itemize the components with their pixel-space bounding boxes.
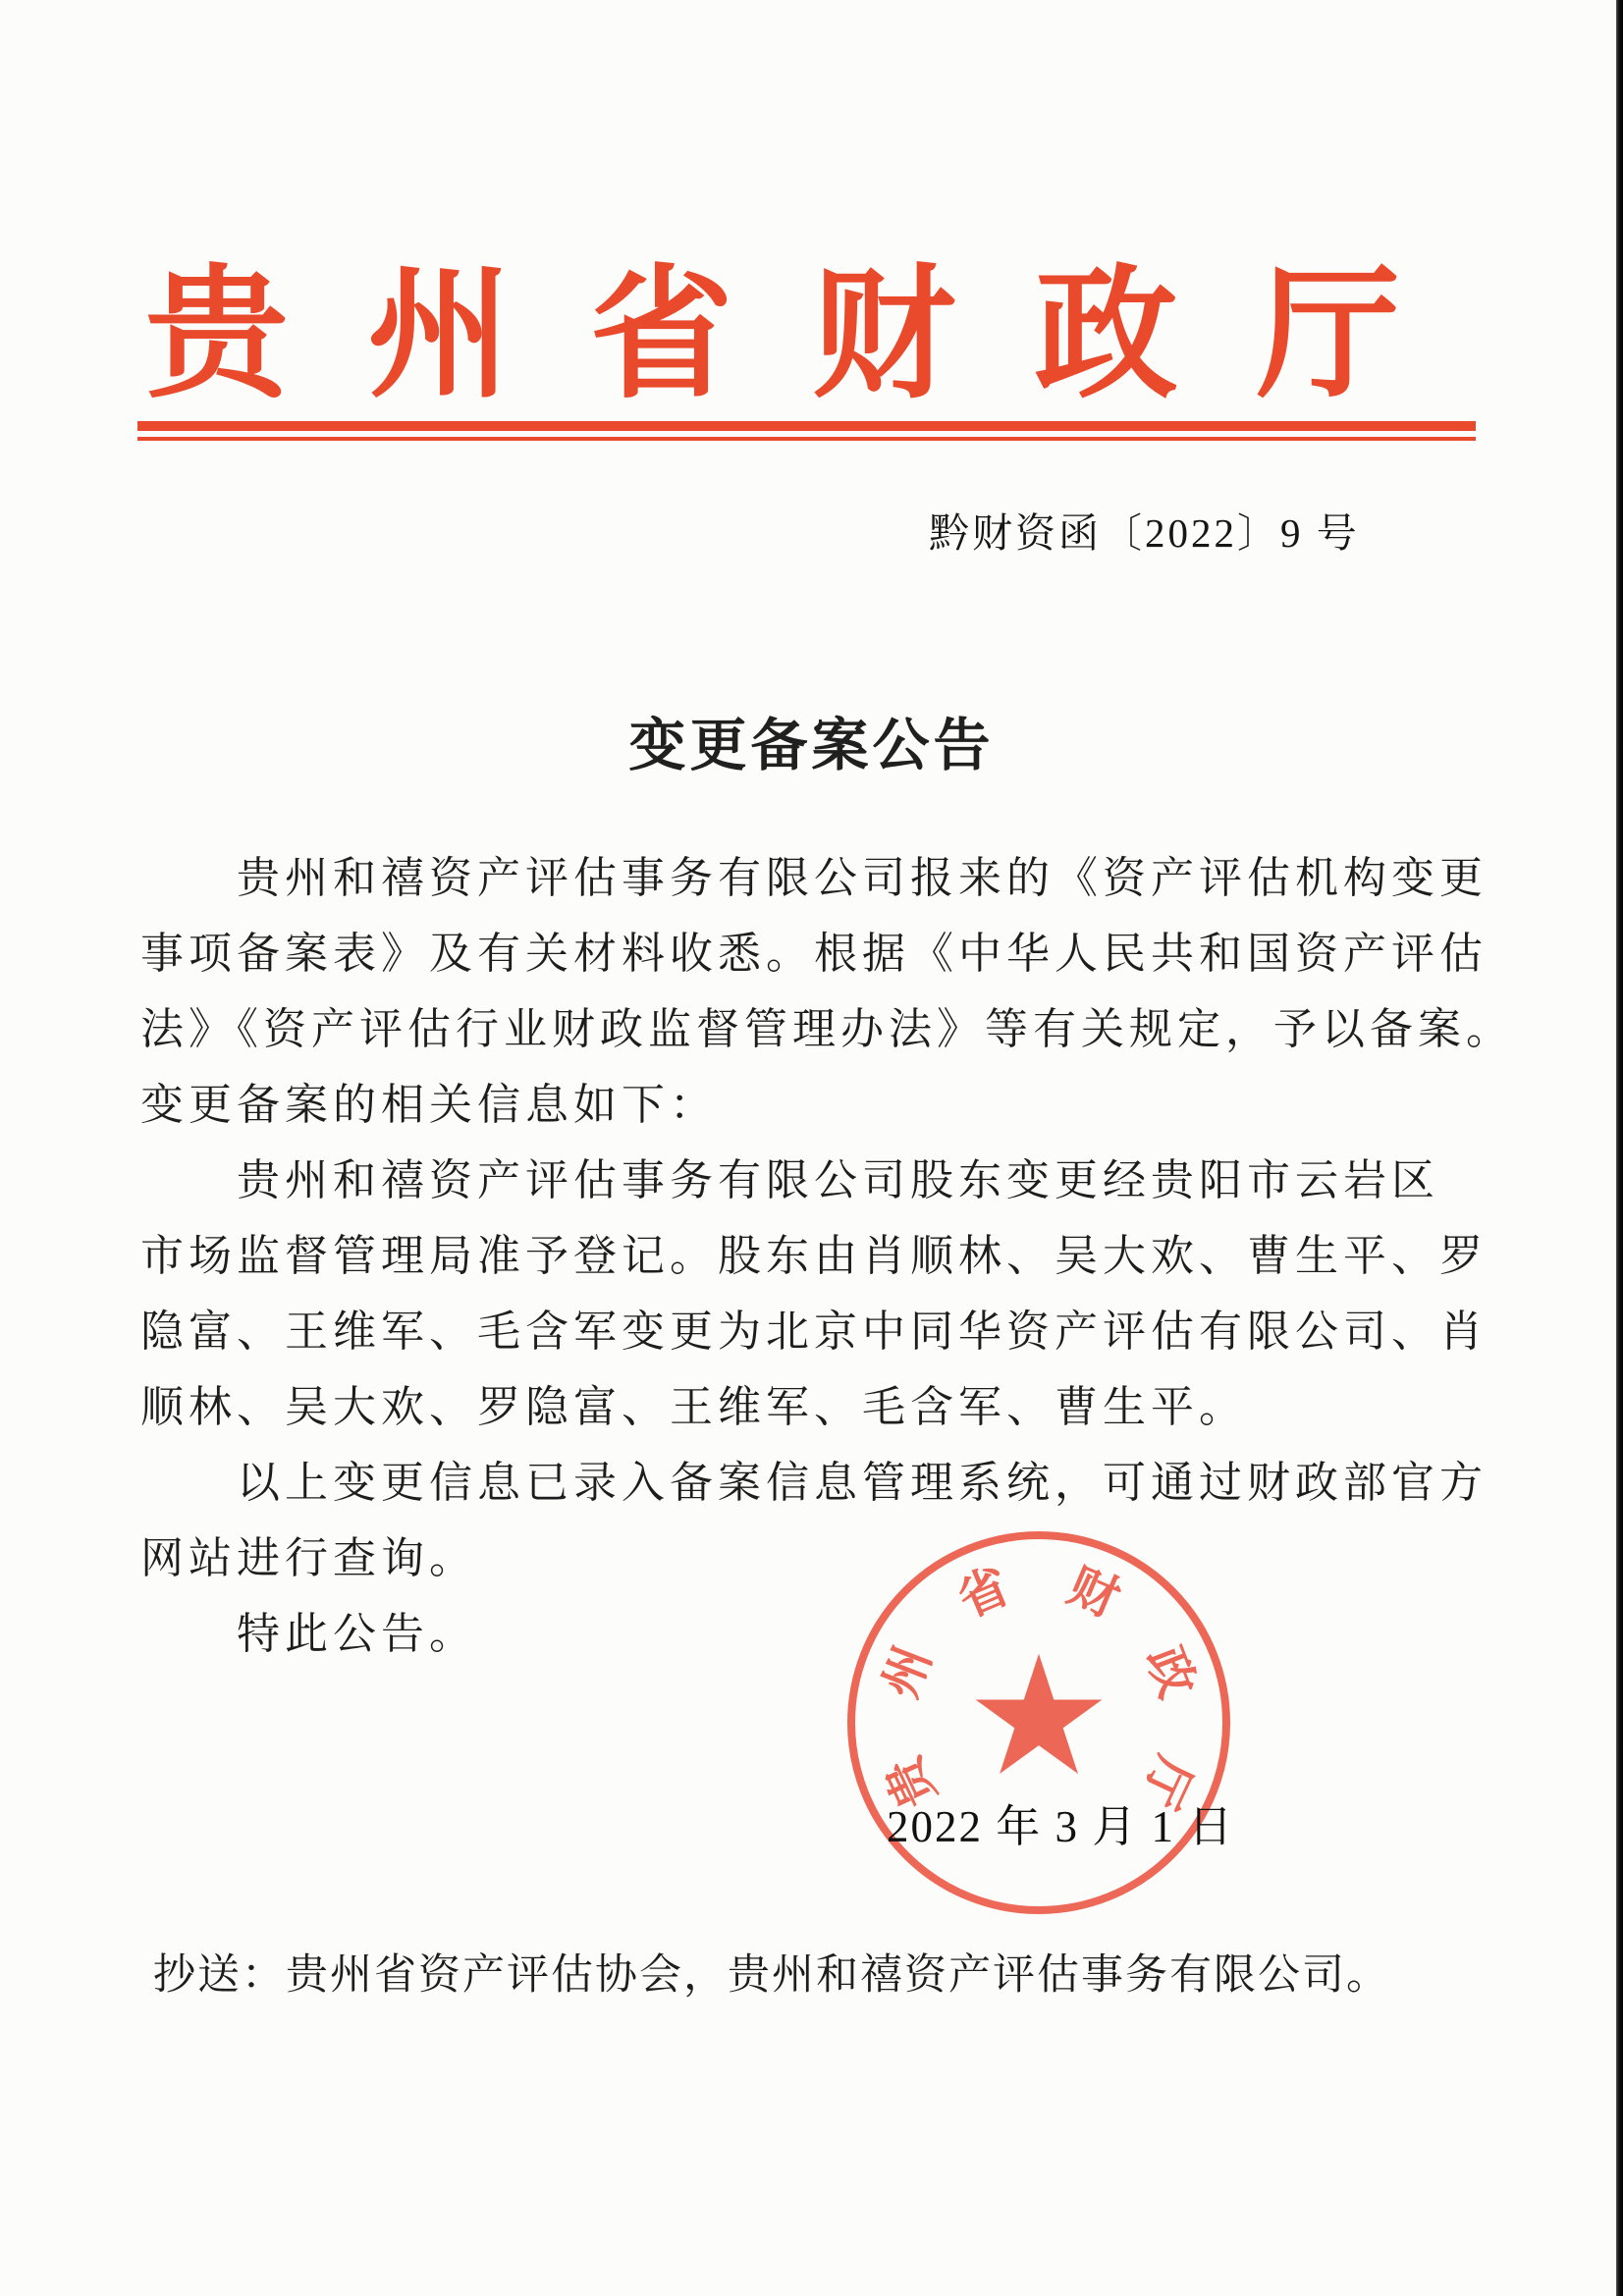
seal-char: 厅 bbox=[1131, 1748, 1203, 1817]
body-line: 隐富、王维军、毛含军变更为北京中同华资产评估有限公司、肖 bbox=[140, 1308, 1488, 1356]
masthead-char: 州 bbox=[367, 256, 512, 415]
seal-char: 贵 bbox=[875, 1748, 947, 1817]
official-seal bbox=[847, 1531, 1230, 1914]
body-line: 事项备案表》及有关材料收悉。根据《中华人民共和国资产评估 bbox=[140, 930, 1488, 978]
body-line: 法》《资产评估行业财政监督管理办法》等有关规定，予以备案。 bbox=[140, 1005, 1514, 1053]
document-reference-number: 黔财资函〔2022〕9 号 bbox=[929, 510, 1360, 556]
rule-thick-line bbox=[137, 421, 1476, 431]
body-line: 特此公告。 bbox=[237, 1610, 477, 1658]
body-line: 市场监督管理局准予登记。股东由肖顺林、吴大欢、曹生平、罗 bbox=[140, 1232, 1488, 1280]
agency-masthead bbox=[145, 257, 1400, 424]
seal-char: 财 bbox=[1060, 1557, 1128, 1628]
red-double-rule bbox=[137, 421, 1476, 441]
rule-thin-line bbox=[137, 437, 1476, 441]
masthead-char: 贵 bbox=[145, 256, 289, 415]
masthead-char: 政 bbox=[1034, 256, 1178, 415]
issue-date: 2022 年 3 月 1 日 bbox=[887, 1802, 1235, 1851]
seal-char: 州 bbox=[872, 1639, 942, 1705]
seal-char: 政 bbox=[1136, 1639, 1206, 1705]
masthead-char: 厅 bbox=[1256, 256, 1400, 415]
cc-footer: 抄送：贵州省资产评估协会，贵州和禧资产评估事务有限公司。 bbox=[153, 1952, 1390, 1999]
scan-edge-artifact bbox=[1616, 0, 1623, 2296]
body-line: 变更备案的相关信息如下： bbox=[140, 1081, 718, 1129]
masthead-char: 省 bbox=[589, 256, 733, 415]
body-line: 以上变更信息已录入备案信息管理系统，可通过财政部官方 bbox=[237, 1459, 1488, 1507]
body-line: 贵州和禧资产评估事务有限公司股东变更经贵阳市云岩区 bbox=[237, 1156, 1439, 1204]
body-line: 顺林、吴大欢、罗隐富、王维军、毛含军、曹生平。 bbox=[140, 1383, 1247, 1431]
masthead-char: 财 bbox=[812, 256, 956, 415]
notice-body bbox=[140, 840, 1514, 1672]
seal-char: 省 bbox=[949, 1557, 1017, 1628]
seal-star-icon: ★ bbox=[964, 1620, 1113, 1813]
notice-title: 变更备案公告 bbox=[628, 714, 995, 777]
body-line: 贵州和禧资产评估事务有限公司报来的《资产评估机构变更 bbox=[237, 854, 1488, 902]
body-line: 网站进行查询。 bbox=[140, 1534, 477, 1582]
